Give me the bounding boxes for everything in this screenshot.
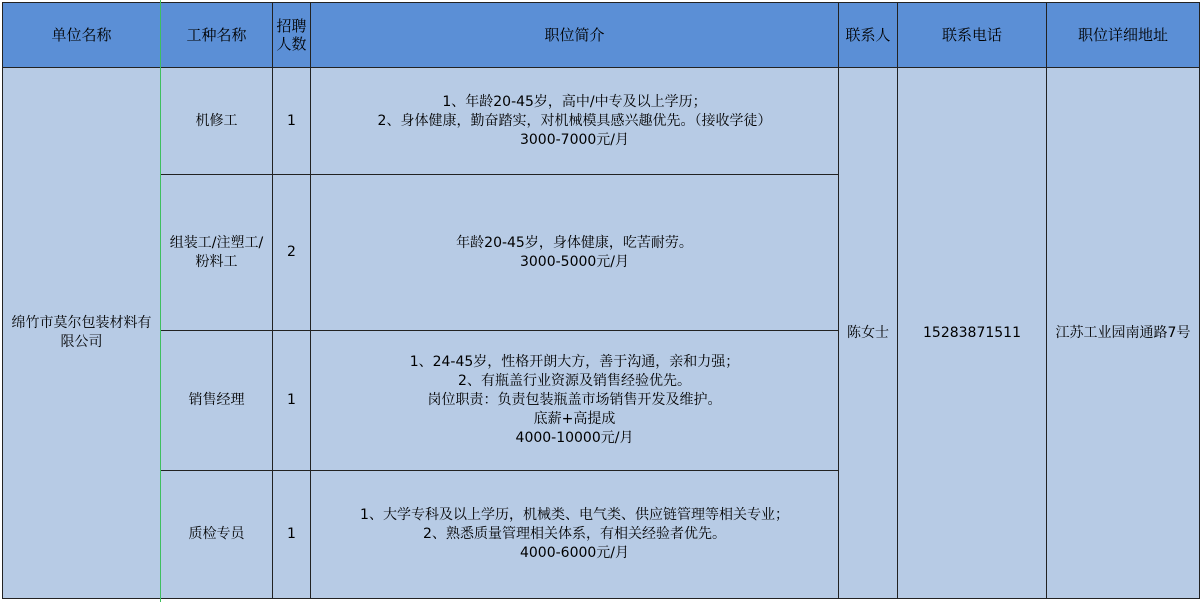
job-cell: 机修工	[161, 68, 273, 175]
header-company: 单位名称	[3, 3, 161, 68]
header-hire-count: 招聘人数	[273, 3, 311, 68]
job-cell: 销售经理	[161, 331, 273, 471]
header-contact: 联系人	[839, 3, 898, 68]
address-cell: 江苏工业园南通路7号	[1047, 68, 1200, 599]
description-cell: 1、24-45岁，性格开朗大方，善于沟通，亲和力强； 2、有瓶盖行业资源及销售经验优先。 岗位职责：负责包装瓶盖市场销售开发及维护。 底薪+高提成 4000-10000元/月	[311, 331, 839, 471]
contact-cell: 陈女士	[839, 68, 898, 599]
phone-cell: 15283871511	[898, 68, 1047, 599]
header-address: 职位详细地址	[1047, 3, 1200, 68]
description-cell: 1、大学专科及以上学历，机械类、电气类、供应链管理等相关专业； 2、熟悉质量管理相关体系，有相关经验者优先。 4000-6000元/月	[311, 471, 839, 599]
description-cell: 1、年龄20-45岁，高中/中专及以上学历； 2、身体健康，勤奋踏实，对机械模具感兴趣优先。（接收学徒） 3000-7000元/月	[311, 68, 839, 175]
description-cell: 年龄20-45岁，身体健康，吃苦耐劳。 3000-5000元/月	[311, 175, 839, 331]
job-cell: 组装工/注塑工/粉料工	[161, 175, 273, 331]
count-cell: 1	[273, 471, 311, 599]
company-cell: 绵竹市莫尔包装材料有限公司	[3, 68, 161, 599]
count-cell: 1	[273, 331, 311, 471]
header-phone: 联系电话	[898, 3, 1047, 68]
header-description: 职位简介	[311, 3, 839, 68]
header-job-type: 工种名称	[161, 3, 273, 68]
count-cell: 1	[273, 68, 311, 175]
job-cell: 质检专员	[161, 471, 273, 599]
recruitment-table	[2, 2, 1200, 599]
column-selection-guide	[160, 0, 161, 602]
count-cell: 2	[273, 175, 311, 331]
table-row	[3, 68, 1200, 175]
header-row	[3, 3, 1200, 68]
